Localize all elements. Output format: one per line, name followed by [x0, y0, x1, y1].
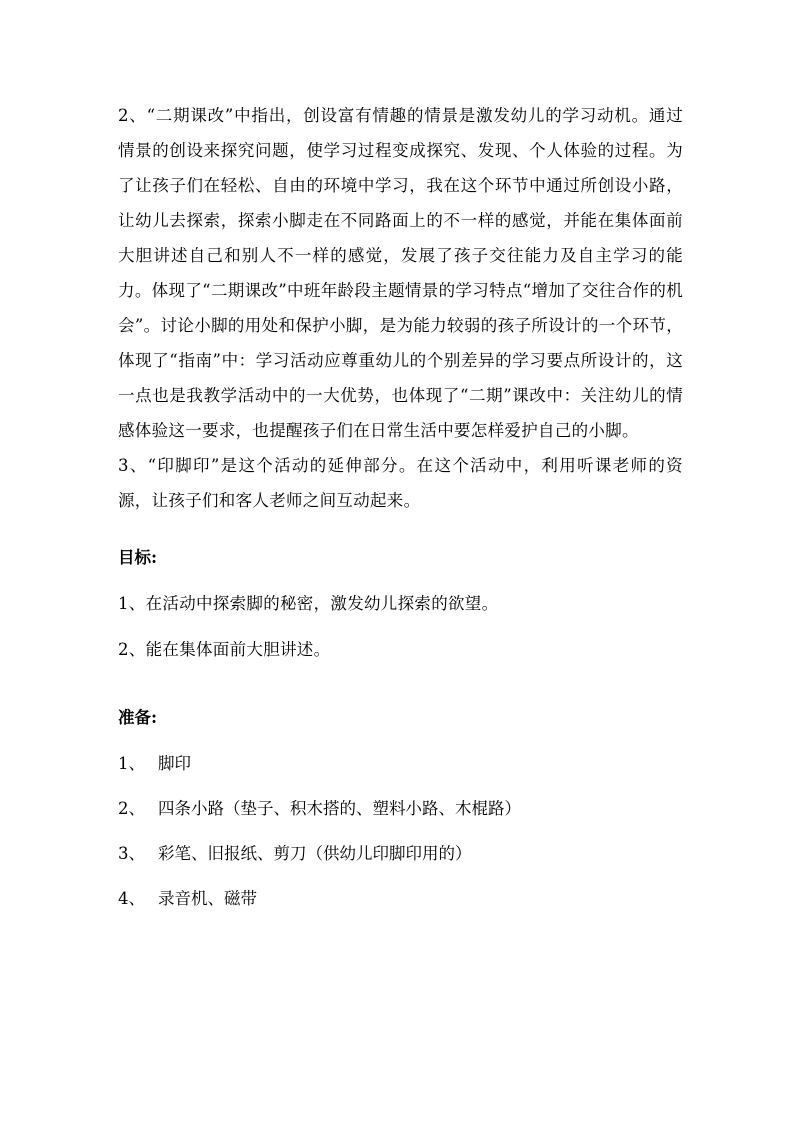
spacer — [118, 575, 683, 586]
preparation-item-text: 脚印 — [158, 754, 191, 773]
document-content — [118, 98, 683, 926]
paragraph-design-rationale-3: 3、“印脚印”是这个活动的延伸部分。在这个活动中，利用听课老师的资源，让孩子们和客人老师之间互动起来。 — [118, 456, 683, 510]
goals-heading: 目标: — [118, 548, 158, 567]
preparation-item-number: 1、 — [118, 754, 145, 773]
preparation-item — [118, 746, 683, 781]
spacer — [118, 518, 683, 540]
goal-item: 1、在活动中探索脚的秘密，激发幼儿探索的欲望。 — [118, 594, 499, 613]
goal-item: 2、能在集体面前大胆讲述。 — [118, 640, 331, 659]
preparation-item-number: 4、 — [118, 889, 145, 908]
preparation-item-text: 四条小路（垫子、积木搭的、塑料小路、木棍路） — [158, 799, 521, 818]
preparation-item-text: 录音机、磁带 — [158, 889, 257, 908]
preparation-item — [118, 836, 683, 871]
preparation-item-number: 2、 — [118, 799, 145, 818]
preparation-item-text: 彩笔、旧报纸、剪刀（供幼儿印脚印用的） — [158, 844, 472, 863]
spacer — [118, 689, 683, 700]
preparation-item — [118, 881, 683, 916]
spacer — [118, 667, 683, 689]
preparation-heading: 准备: — [118, 708, 158, 727]
spacer — [118, 735, 683, 746]
preparation-item-number: 3、 — [118, 844, 145, 863]
paragraph-design-rationale-2: 2、“二期课改”中指出，创设富有情趣的情景是激发幼儿的学习动机。通过情景的创设来探究问题，使学习过程变成探究、发现、个人体验的过程。为了让孩子们在轻松、自由的环境中学习，我在这个环节中通过所创设小路，让幼儿去探索，探索小脚走在不同路面上的不一样的感觉，并能在集体面前大胆讲述自己和别人不一样的感觉，发展了孩子交往能力及自主学习的能力。体现了“二期课改”中班年龄段主题情景的学习特点“增加了交往合作的机会”。讨论小脚的用处和保护小脚，是为能力较弱的孩子所设计的一个环节，体现了“指南”中：学习活动应尊重幼儿的个别差异的学习要点所设计的，这一点也是我教学活动中的一大优势，也体现了“二期”课改中：关注幼儿的情感体验这一要求，也提醒孩子们在日常生活中要怎样爱护自己的小脚。 — [118, 106, 683, 440]
preparation-item — [118, 791, 683, 826]
spacer — [118, 621, 683, 632]
